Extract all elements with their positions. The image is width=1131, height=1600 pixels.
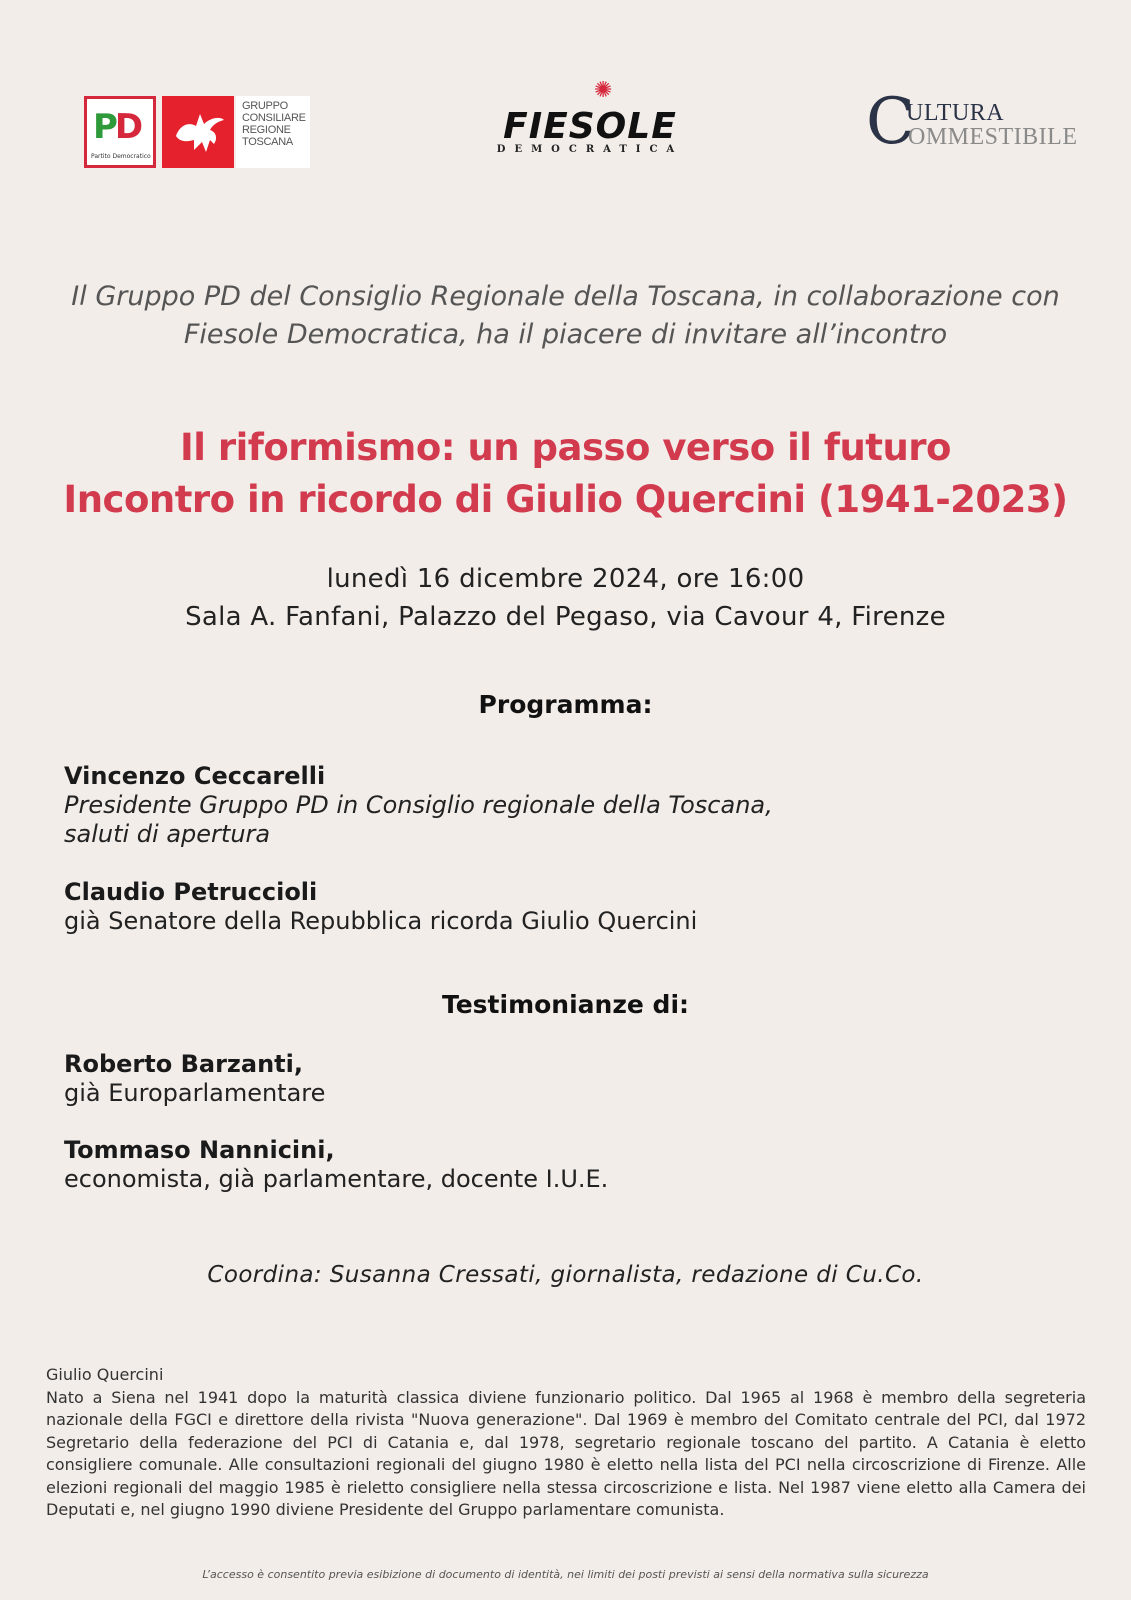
fiesole-democratica-logo (492, 80, 688, 170)
speaker-petruccioli: Claudio Petruccioli già Senatore della Repubblica ricorda Giulio Quercini (64, 878, 698, 935)
cultura-logo-bottom: OMMESTIBILE (908, 124, 1078, 150)
footer-note: L’accesso è consentito previa esibizione di documento di identità, nei limiti dei posti previsti ai sensi della normativa sulla sicurezza (202, 1568, 929, 1581)
coordina-text: Coordina: Susanna Cressati, giornalista, redazione di Cu.Co. (207, 1262, 924, 1288)
bio-title: Giulio Quercini (46, 1365, 164, 1384)
intro-text: Il Gruppo PD del Consiglio Regionale della Toscana, in collaborazione con Fiesole Democratica, ha il piacere di invitare all’incontro (71, 281, 1060, 350)
fiesole-logo-sub: DEMOCRATICA (496, 144, 684, 155)
speaker-barzanti: Roberto Barzanti, già Europarlamentare (64, 1050, 326, 1107)
testimonianze-heading: Testimonianze di: (441, 990, 690, 1019)
gruppo-consiliare-logo: GRUPPO CONSILIARE REGIONE TOSCANA (236, 96, 310, 168)
bio-text: Nato a Siena nel 1941 dopo la maturità classica diviene funzionario politico. Dal 1965 al 1968 è membro della segreteria nazionale della FGCI e direttore della rivista "Nuova generazione". Dal 1969 è membro del Comitato centrale del PCI, dal 1972 Segretario della federazione del PCI di Catania e, dal 1978, segretario regionale toscano del partito. A Catania è eletto consigliere comunale. Alle consultazioni regionali del giugno 1980 è eletto nella lista del PCI nella circoscrizione di Firenze. Alle elezioni regionali del maggio 1985 è rieletto consigliere nella stessa circoscrizione e lista. Nel 1987 viene eletto alla Camera dei Deputati e, nel giugno 1990 diviene Presidente del Gruppo parlamentare comunista. (46, 1387, 1086, 1519)
speaker-nannicini: Tommaso Nannicini, economista, già parlamentare, docente I.U.E. (64, 1136, 609, 1193)
pd-logo-letters: PD (93, 107, 141, 147)
cultura-logo-c: C (866, 85, 915, 159)
biography (46, 1364, 1086, 1522)
event-venue: Sala A. Fanfani, Palazzo del Pegaso, via Cavour 4, Firenze (185, 602, 946, 632)
cultura-logo-top: ULTURA (906, 100, 1005, 126)
event-date: lunedì 16 dicembre 2024, ore 16:00 (326, 564, 805, 594)
pd-logo (84, 96, 156, 168)
pegaso-logo-icon (162, 96, 234, 168)
pd-logo-caption: Partito Democratico (91, 153, 151, 160)
event-title: Il riformismo: un passo verso il futuro Incontro in ricordo di Giulio Quercini (1941-2023) (63, 426, 1068, 521)
programma-heading: Programma: (478, 690, 653, 719)
logo-bar (0, 80, 1131, 180)
event-details (0, 560, 1131, 636)
fiesole-logo-word: FIESOLE (503, 106, 677, 147)
cultura-commestibile-logo (866, 85, 1078, 164)
speaker-ceccarelli: Vincenzo Ceccarelli Presidente Gruppo PD in Consiglio regionale della Toscana, saluti di apertura (64, 762, 773, 848)
star-icon: ✺ (594, 78, 613, 103)
